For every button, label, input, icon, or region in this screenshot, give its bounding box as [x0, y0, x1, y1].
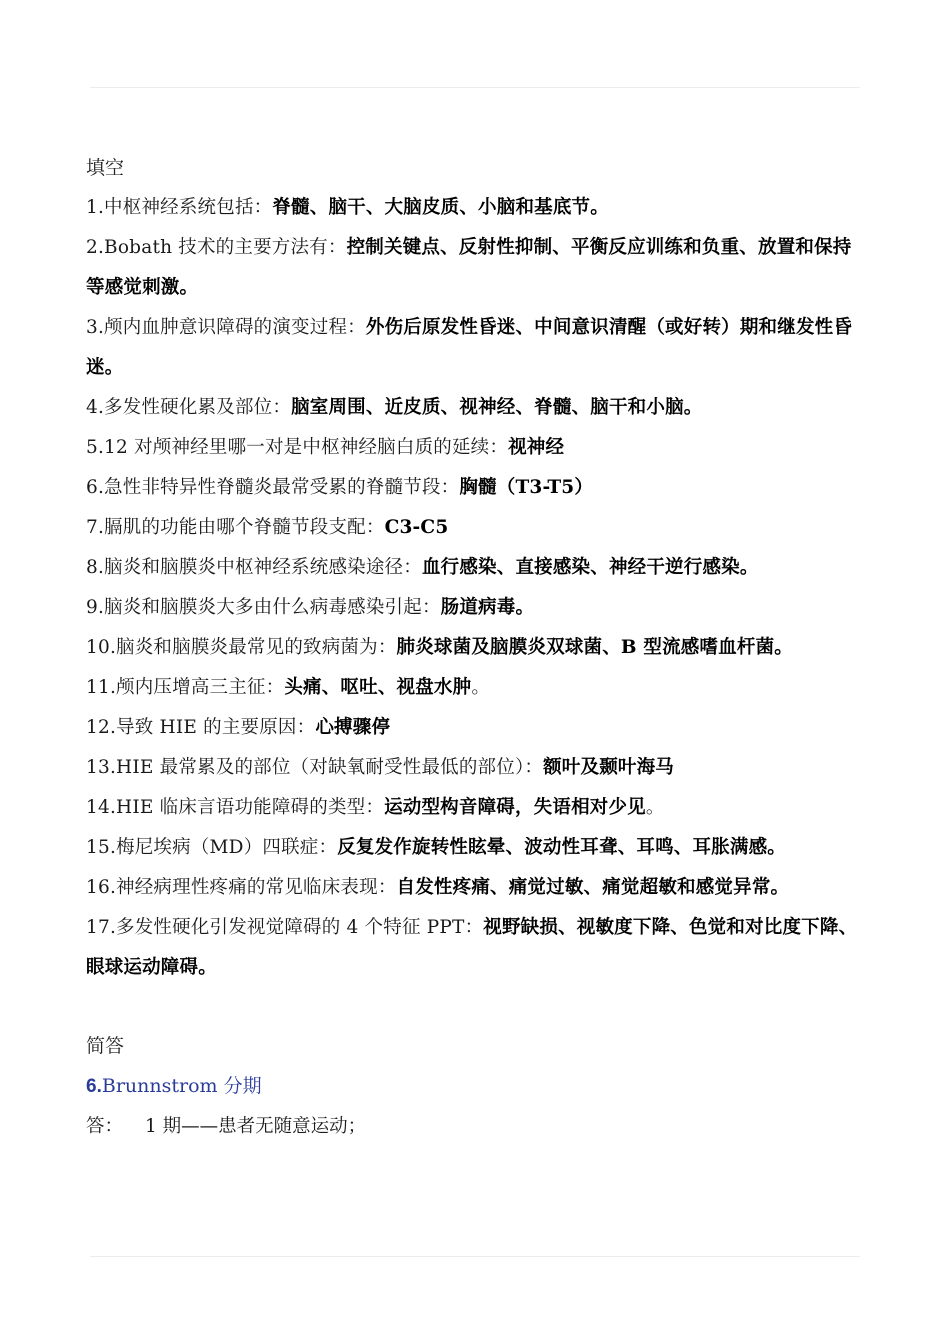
- question-item-3: [86, 308, 866, 388]
- question-text: 10.脑炎和脑膜炎最常见的致病菌为：: [86, 637, 397, 658]
- question-item-17: [86, 908, 866, 988]
- question-text: 17.多发性硬化引发视觉障碍的 4 个特征 PPT：: [86, 917, 484, 938]
- question-item-7: [86, 508, 866, 548]
- answer-text: 肠道病毒。: [440, 597, 535, 618]
- answer-text: 视野缺损、视敏度下降、色觉和对比度下降、眼球运动障碍。: [86, 917, 858, 978]
- answer-text: 胸髓（T3-T5）: [459, 477, 594, 498]
- question-item-10: [86, 628, 866, 668]
- question-item-13: [86, 748, 866, 788]
- question-item-1: [86, 188, 866, 228]
- answer-text: 心搏骤停: [315, 717, 391, 738]
- question-text: 16.神经病理性疼痛的常见临床表现：: [86, 877, 397, 898]
- question-text: 11.颅内压增高三主征：: [86, 677, 285, 698]
- section-title-short-answer: 简答: [86, 1035, 125, 1057]
- question-text: 4.多发性硬化累及部位：: [86, 397, 292, 418]
- subsection-title: [86, 1066, 866, 1107]
- question-text: 14.HIE 临床言语功能障碍的类型：: [86, 797, 385, 818]
- question-list: [86, 188, 866, 988]
- question-item-2: [86, 228, 866, 308]
- answer-text: 视神经: [508, 437, 565, 458]
- footer-rule: [90, 1256, 860, 1257]
- subsection-text: Brunnstrom 分期: [101, 1075, 262, 1097]
- answer-text: 血行感染、直接感染、神经干逆行感染。: [421, 557, 759, 578]
- question-item-9: [86, 588, 866, 628]
- question-text: 13.HIE 最常累及的部位（对缺氧耐受性最低的部位）：: [86, 757, 544, 778]
- question-item-16: [86, 868, 866, 908]
- question-text: 6.急性非特异性脊髓炎最常受累的脊髓节段：: [86, 477, 460, 498]
- answer-text: 脑室周围、近皮质、视神经、脊髓、脑干和小脑。: [291, 397, 703, 418]
- answer-text: 头痛、呕吐、视盘水肿: [284, 677, 472, 698]
- question-text: 15.梅尼埃病（MD）四联症：: [86, 837, 338, 858]
- answer-text: 外伤后原发性昏迷、中间意识清醒（或好转）期和继发性昏迷。: [86, 317, 853, 378]
- header-rule: [90, 87, 860, 88]
- question-text: 9.脑炎和脑膜炎大多由什么病毒感染引起：: [86, 597, 441, 618]
- section-title-fill-blank: 填空: [86, 157, 125, 179]
- question-text: 8.脑炎和脑膜炎中枢神经系统感染途径：: [86, 557, 422, 578]
- answer-text: 运动型构音障碍，失语相对少见: [384, 797, 646, 818]
- question-text: 1.中枢神经系统包括：: [86, 197, 273, 218]
- document-body: [86, 148, 866, 1147]
- question-text: 5.12 对颅神经里哪一对是中枢神经脑白质的延续：: [86, 437, 509, 458]
- answer-tail: 。: [645, 797, 665, 818]
- question-text: 7.膈肌的功能由哪个脊髓节段支配：: [86, 517, 385, 538]
- section-spacer: [86, 988, 866, 1026]
- question-text: 12.导致 HIE 的主要原因：: [86, 717, 316, 738]
- short-answer: [86, 1107, 866, 1147]
- answer-tail: 。: [471, 677, 491, 698]
- answer-text: 脊髓、脑干、大脑皮质、小脑和基底节。: [272, 197, 609, 218]
- answer-text: 自发性疼痛、痛觉过敏、痛觉超敏和感觉异常。: [396, 877, 790, 898]
- answer-body: 1 期——患者无随意运动；: [145, 1116, 367, 1137]
- question-item-14: [86, 788, 866, 828]
- subsection-number: 6.: [86, 1076, 102, 1097]
- answer-label: 答：: [86, 1116, 124, 1137]
- question-item-5: [86, 428, 866, 468]
- answer-text: 控制关键点、反射性抑制、平衡反应训练和负重、放置和保持等感觉刺激。: [86, 237, 852, 298]
- question-text: 2.Bobath 技术的主要方法有：: [86, 237, 347, 258]
- answer-text: 反复发作旋转性眩晕、波动性耳聋、耳鸣、耳胀满感。: [337, 837, 787, 858]
- answer-text: 肺炎球菌及脑膜炎双球菌、B 型流感嗜血杆菌。: [396, 637, 794, 658]
- question-text: 3.颅内血肿意识障碍的演变过程：: [86, 317, 366, 338]
- answer-text: 额叶及颞叶海马: [543, 757, 675, 778]
- answer-text: C3-C5: [384, 517, 449, 538]
- question-item-15: [86, 828, 866, 868]
- question-item-4: [86, 388, 866, 428]
- question-item-12: [86, 708, 866, 748]
- question-item-6: [86, 468, 866, 508]
- question-item-11: [86, 668, 866, 708]
- question-item-8: [86, 548, 866, 588]
